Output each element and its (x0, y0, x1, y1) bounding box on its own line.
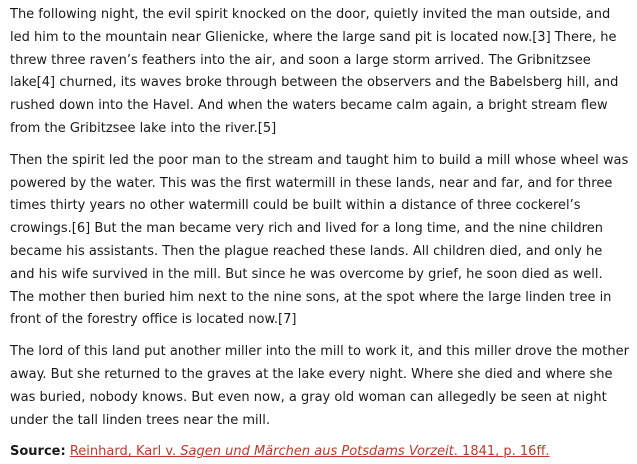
source-citation (10, 441, 630, 464)
source-link[interactable] (70, 444, 550, 459)
article-body (10, 4, 630, 464)
source-link-title: Sagen und Märchen aus Potsdams Vorzeit (180, 444, 454, 460)
source-link-suffix: . 1841, p. 16ff. (453, 444, 550, 460)
source-label: Source: (10, 444, 66, 460)
paragraph-1: The following night, the evil spirit knocked on the door, quietly invited the man outside, and led him to the mountain near Glienicke, where the large sand pit is located now.[3] There, he threw three raven’s feathers into the air, and soon a large storm arrived. The Gribnitzsee lake[4] churned, its waves broke through between the observers and the Babelsberg hill, and rushed down into the Havel. And when the waters became calm again, a bright stream flew from the Gribitzsee lake into the river.[5] (10, 7, 619, 136)
source-link-prefix: Reinhard, Karl v. (69, 444, 181, 460)
paragraph-3: The lord of this land put another miller into the mill to work it, and this miller drove the mother away. But she returned to the graves at the lake every night. Where she died and where she was buried, nobody knows. But even now, a gray old woman can allegedly be seen at night under the tall linden trees near the mill. (10, 344, 629, 428)
paragraph-2: Then the spirit led the poor man to the stream and taught him to build a mill whose wheel was powered by the water. This was the first watermill in these lands, near and far, and for three times thirty years no other watermill could be built within a distance of three cockerel’s crowings.[6] But the man became very rich and lived for a long time, and the nine children became his assistants. Then the plague reached these lands. All children died, and only he and his wife survived in the mill. But since he was overcome by grief, he soon died as well. The mother then buried him next to the nine sons, at the spot where the large linden tree in front of the forestry office is located now.[7] (10, 152, 629, 328)
